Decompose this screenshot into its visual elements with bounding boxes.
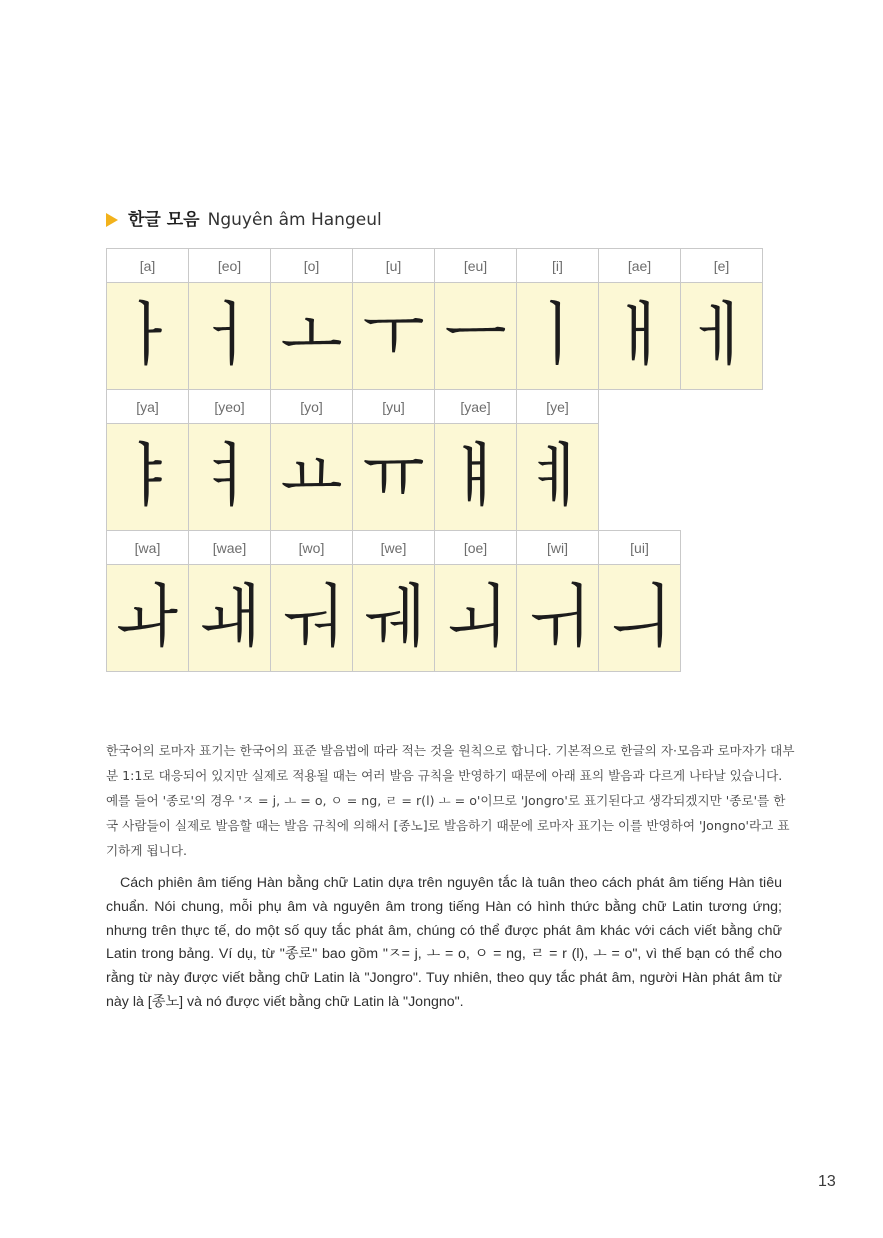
romanization-cell: [eo]: [189, 249, 271, 283]
romanization-cell: [yo]: [271, 390, 353, 424]
romanization-cell: [e]: [681, 249, 763, 283]
triangle-bullet-icon: [106, 213, 118, 227]
romanization-row: [107, 390, 763, 424]
romanization-cell: [ui]: [599, 531, 681, 565]
romanization-cell: [wo]: [271, 531, 353, 565]
vowel-cell: ㅘ: [107, 565, 189, 672]
romanization-cell: [u]: [353, 249, 435, 283]
romanization-cell: [o]: [271, 249, 353, 283]
vowel-cell: ㅐ: [599, 283, 681, 390]
romanization-cell: [yu]: [353, 390, 435, 424]
romanization-cell: [i]: [517, 249, 599, 283]
vowel-cell: ㅠ: [353, 424, 435, 531]
vowel-glyph-row: [107, 565, 763, 672]
section-title: [106, 208, 382, 232]
vowel-cell: ㅏ: [107, 283, 189, 390]
romanization-cell: [eu]: [435, 249, 517, 283]
romanization-cell: [ae]: [599, 249, 681, 283]
romanization-cell: [yeo]: [189, 390, 271, 424]
vowel-cell: ㅡ: [435, 283, 517, 390]
vowel-table: [106, 248, 763, 672]
empty-cell: [599, 390, 681, 424]
vowel-cell: ㅜ: [353, 283, 435, 390]
romanization-cell: [yae]: [435, 390, 517, 424]
romanization-cell: [a]: [107, 249, 189, 283]
vowel-cell: ㅕ: [189, 424, 271, 531]
empty-cell: [681, 424, 763, 531]
vowel-cell: ㅣ: [517, 283, 599, 390]
romanization-cell: [wae]: [189, 531, 271, 565]
vowel-cell: ㅟ: [517, 565, 599, 672]
empty-cell: [681, 531, 763, 565]
romanization-cell: [ya]: [107, 390, 189, 424]
vowel-cell: ㅞ: [353, 565, 435, 672]
vowel-glyph-row: [107, 424, 763, 531]
section-title-korean: 한글 모음: [128, 210, 200, 230]
empty-cell: [599, 424, 681, 531]
romanization-cell: [wa]: [107, 531, 189, 565]
romanization-cell: [wi]: [517, 531, 599, 565]
vowel-cell: ㅝ: [271, 565, 353, 672]
page-number: 13: [818, 1173, 836, 1190]
vowel-cell: ㅢ: [599, 565, 681, 672]
vowel-cell: ㅗ: [271, 283, 353, 390]
vowel-cell: ㅖ: [517, 424, 599, 531]
vowel-cell: ㅓ: [189, 283, 271, 390]
vowel-glyph-row: [107, 283, 763, 390]
vowel-cell: ㅙ: [189, 565, 271, 672]
empty-cell: [681, 390, 763, 424]
empty-cell: [681, 565, 763, 672]
romanization-cell: [oe]: [435, 531, 517, 565]
vowel-cell: ㅔ: [681, 283, 763, 390]
romanization-row: [107, 249, 763, 283]
vowel-cell: ㅑ: [107, 424, 189, 531]
korean-explanation-paragraph: 한국어의 로마자 표기는 한국어의 표준 발음법에 따라 적는 것을 원칙으로 합니다. 기본적으로 한글의 자·모음과 로마자가 대부분 1:1로 대응되어 있지만 실제로 적용될 때는 여러 발음 규칙을 반영하기 때문에 아래 표의 발음과 다르게 나타날 있습니다. 예를 들어 '종로'의 경우 'ㅈ = j, ㅗ = o, ㅇ = ng, ㄹ = r(l) ㅗ = o'이므로 'Jongro'로 표기된다고 생각되겠지만 '종로'를 한국 사람들이 실제로 발음할 때는 발음 규칙에 의해서 [종노]로 발음하기 때문에 로마자 표기는 이를 반영하여 'Jongno'라고 표기하게 됩니다.: [106, 743, 795, 858]
vowel-cell: ㅛ: [271, 424, 353, 531]
vowel-cell: ㅚ: [435, 565, 517, 672]
vowel-cell: ㅒ: [435, 424, 517, 531]
vietnamese-explanation-paragraph: Cách phiên âm tiếng Hàn bằng chữ Latin dựa trên nguyên tắc là tuân theo cách phát âm tiếng Hàn tiêu chuẩn. Nói chung, mỗi phụ âm và nguyên âm trong tiếng Hàn có hình thức bằng chữ Latin tương ứng; nhưng trên thực tế, do một số quy tắc phát âm, chúng có thể được phát âm khác với cách viết bằng chữ Latin trong bảng. Ví dụ, từ "종로" bao gồm "ㅈ= j, ㅗ = o, ㅇ = ng, ㄹ = r (l), ㅗ = o", vì thế bạn có thể cho rằng từ này được viết bằng chữ Latin là "Jongro". Tuy nhiên, theo quy tắc phát âm, người Hàn phát âm từ này là [종노] và nó được viết bằng chữ Latin là "Jongno".: [106, 875, 782, 1010]
romanization-cell: [ye]: [517, 390, 599, 424]
section-title-vietnamese: Nguyên âm Hangeul: [207, 210, 382, 230]
romanization-row: [107, 531, 763, 565]
romanization-cell: [we]: [353, 531, 435, 565]
